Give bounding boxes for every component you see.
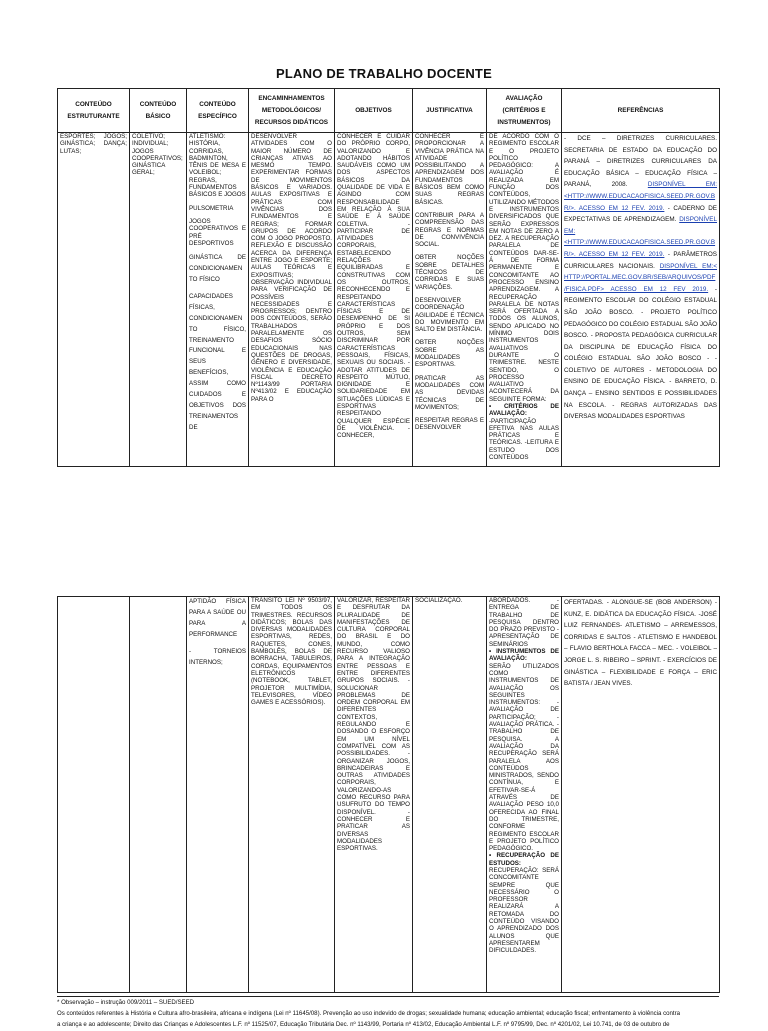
footer-line: a criança e ao adolescente; Direito das Crianças e Adolescentes L.F. nº 11525/07, Educação Tributária Dec. nº 1143/99, Portaria nº 413/02, Educação Ambiental L.F. nº 9795/99, Dec. nº 4201/02, Lei 10.741, de 03 de outubro de (57, 1021, 670, 1029)
plan-table-top (57, 88, 720, 467)
footer-line: * Observação – instrução 009/2011 – SUED/SEED (57, 999, 195, 1006)
list-item: COLETIVO; (132, 133, 166, 140)
header-conteudo-estruturante: CONTEÚDO ESTRUTURANTE (58, 89, 130, 133)
list-item: CAPACIDADES FÍSICAS, CONDICIONAMENTO FÍSICO, TREINAMENTO FUNCIONAL E SEUS BENEFÍCIOS, ASSIM COMO CUIDADOS E OBJETIVOS DOS TREINAMENTOS DE (189, 292, 246, 431)
list-item: RESPEITAR REGRAS E DESENVOLVER (415, 417, 484, 432)
reference-link[interactable]: DISPONÍVEL EM:< HTTP://PORTAL.MEC.GOV.BR/SEB/ARQUIVOS/PDF/FISICA.PDF> ACESSO EM 12 FEV 2019. (564, 262, 717, 293)
reference-text: - PARÂMETROS CURRICULARES NACIONAIS. (564, 250, 718, 270)
cell-justificativa (413, 133, 487, 467)
cell-conteudo-estruturante: ESPORTES; JOGOS; GINÁSTICA; DANÇA; LUTAS; (58, 133, 130, 467)
avaliacao-text: DE ACORDO COM O REGIMENTO ESCOLAR E O PROJETO POLÍTICO PEDAGÓGICO: A AVALIAÇÃO É REALIZADA EM FUNÇÃO DOS CONTEÚDOS, UTILIZANDO MÉTODOS E INSTRUMENTOS DIVERSIFICADOS QUE SERÃO EXPRESSOS EM NOTAS DE ZERO A DEZ. A RECUPERAÇÃO PARALELA DE CONTEÚDOS DAR-SE-Á DE FORMA PERMANENTE E CONCOMITANTE AO PROCESSO ENSINO APRENDIZAGEM. A RECUPERAÇÃO PARALELA DE NOTAS SERÁ OFERTADA A TODOS OS ALUNOS, SENDO APLICADO NO MÍNIMO DOIS INSTRUMENTOS AVALIATIVOS DURANTE O TRIMESTRE. NESTE SENTIDO, O PROCESSO AVALIATIVO ACONTECERÁ DA SEGUINTE FORMA: (489, 133, 559, 403)
list-item: GINÁSTICA GERAL; (132, 162, 166, 177)
cell-encaminhamentos: DESENVOLVER ATIVIDADES COM O MAIOR NÚMERO DE CRIANÇAS ATIVAS AO MESMO TEMPO. EXPERIMENTAR FORMAS DE MOVIMENTOS BÁSICOS E VARIADOS. AULAS EXPOSITIVAS E PRÁTICAS COM VIVÊNCIAS DOS FUNDAMENTOS E REGRAS; FORMAR GRUPOS DE ACORDO COM O JOGO PROPOSTO. REFLEXÃO E DISCUSSÃO ACERCA DA DIFERENÇA ENTRE JOGO E ESPORTE; AULAS TEÓRICAS E EXPOSITIVAS; OBSERVAÇÃO INDIVIDUAL PARA VERIFICAÇÃO DE POSSÍVEIS NECESSIDADES E PROGRESSOS; DENTRO DOS CONTEÚDOS, SERÃO TRABALHADOS PARALELAMENTE OS DESAFIOS SÓCIO EDUCACIONAIS NAS QUESTÕES DE DROGAS, GÊNERO E DIVERSIDADE, VIOLÊNCIA E EDUCAÇÃO FISCAL DECRETO Nº1143/99 PORTARIA Nº413/02 E EDUCAÇÃO PARA O (249, 133, 335, 467)
cell-referencias: OFERTADAS. - ALONGUE-SE (BOB ANDERSON) - KUNZ, E. DIDÁTICA DA EDUCAÇÃO FÍSICA. -JOSÉ LUIZ FERNANDES- ATLETISMO – ARREMESSOS, CORRIDAS E SALTOS - ATLETISMO E HANDEBOL – FLAVIO BERTHOLA FACCA – MEC. - VOLEIBOL – JORGE L. S. RIBEIRO – SPRINT. - EXERCÍCIOS DE GINÁSTICA – FLEXIBILIDADE E FORÇA – ERIC BATISTA / JEAN VIVES. (562, 597, 720, 993)
list-item: PULSOMETRIA (189, 204, 234, 212)
cell-justificativa: SOCIALIZAÇÃO. (413, 597, 487, 993)
cell-avaliacao (487, 597, 562, 993)
cell-conteudo-basico (130, 133, 187, 467)
avaliacao-text: SERÃO UTILIZADOS COMO INSTRUMENTOS DE AVALIAÇÃO OS SEGUINTES INSTRUMENTOS: - AVALIAÇÃO DE PARTICIPAÇÃO; - AVALIAÇÃO PRÁTICA. - TRABALHO DE PESQUISA. A AVALIAÇÃO DA RECUPERAÇÃO SERÁ PARALELA AOS CONTEÚDOS MINISTRADOS, SENDO CONTÍNUA, E EFETIVAR-SE-Á ATRAVÉS DE AVALIAÇÃO PESO 10,0 OFERECIDA AO FINAL DO TRIMESTRE, CONFORME REGIMENTO ESCOLAR E PROJETO POLÍTICO PEDAGÓGICO. (489, 662, 559, 853)
avaliacao-heading: • RECUPERAÇÃO DE ESTUDOS: (489, 852, 559, 867)
reference-link[interactable]: DISPONÍVEL EM: <HTTP://WWW.EDUCACAOFISICA.SEED.PR.GOV.BR/>. ACESSO EM 12 FEV. 2019. (564, 181, 717, 212)
cell-objetivos: VALORIZAR, RESPEITAR E DESFRUTAR DA PLURALIDADE DE MANIFESTAÇÕES DE CULTURA CORPORAL DO BRASIL E DO MUNDO, COMO RECURSO VALIOSO PARA A INTEGRAÇÃO ENTRE PESSOAS E ENTRE DIFERENTES GRUPOS SOCIAIS. - SOLUCIONAR PROBLEMAS DE ORDEM CORPORAL EM DIFERENTES CONTEXTOS, REGULANDO E DOSANDO O ESFORÇO EM UM NÍVEL COMPATÍVEL COM AS POSSIBILIDADES. - ORGANIZAR JOGOS, BRINCADEIRAS E OUTRAS ATIVIDADES CORPORAIS, VALORIZANDO-AS COMO RECURSO PARA USUFRUTO DO TEMPO DISPONÍVEL. - CONHECER E PRATICAR AS DIVERSAS MODALIDADES ESPORTIVAS. (335, 597, 413, 993)
plan-table-bottom (57, 596, 720, 993)
cell-avaliacao (487, 133, 562, 467)
avaliacao-text: RECUPERAÇÃO: SERÁ CONCOMITANTE SEMPRE QUE NECESSÁRIO O PROFESSOR REALIZARÁ A RETOMADA DO CONTEÚDO VISANDO O APRENDIZADO DOS ALUNOS QUE APRESENTAREM DIFICULDADES. (489, 866, 559, 955)
page-title: PLANO DE TRABALHO DOCENTE (276, 66, 492, 81)
reference-text: - CADERNO DE EXPECTATIVAS DE APRENDIZAGEM. (564, 204, 717, 224)
list-item: GINÁSTICA DE CONDICIONAMENTO FÍSICO (189, 254, 246, 283)
table-row (58, 133, 720, 467)
reference-link[interactable]: DISPONÍVEL EM: <HTTP://WWW.EDUCACAOFISICA.SEED.PR.GOV.BR/>. ACESSO EM 12 FEV. 2019. (564, 216, 717, 258)
cell-referencias (562, 133, 720, 467)
header-justificativa: JUSTIFICATIVA (413, 89, 487, 133)
avaliacao-heading: • INSTRUMENTOS DE AVALIAÇÃO: (489, 648, 559, 663)
avaliacao-heading: • CRITÉRIOS DE AVALIAÇÃO: (489, 402, 559, 418)
cell-encaminhamentos: TRÂNSITO LEI Nº 9503/97, EM TODOS OS TRIMESTRES. RECURSOS DIDÁTICOS; BOLAS DAS DIVERSAS MODALIDADES ESPORTIVAS, REDES, RAQUETES, CONES, BAMBOLÊS, BOLAS DE BORRACHA, TABULEIROS, CORDAS, EQUIPAMENTOS ELETRÔNICOS (NOTEBOOK, TABLET, PROJETOR MULTIMÍDIA, TELEVISORES, VÍDEO GAMES E ACESSÓRIOS). (249, 597, 335, 993)
avaliacao-text: -PARTICIPAÇÃO EFETIVA NAS AULAS PRÁTICAS E TEÓRICAS. -LEITURA E ESTUDO DOS CONTEÚDOS (489, 417, 559, 462)
list-item: JOGOS COOPERATIVOS; (132, 147, 183, 162)
header-encaminhamentos: ENCAMINHAMENTOS METODOLÓGICOS/ RECURSOS DIDÁTICOS (249, 89, 335, 133)
list-item: JOGOS COOPERATIVOS E PRÉ DESPORTIVOS (189, 217, 246, 247)
footer-line: Os conteúdos referentes à História e Cultura afro-brasileira, africana e indígena (Lei nº 11645/08). Prevenção ao uso indevido de drogas; sexualidade humana; educação ambiental; educação fiscal; enfrentamento à violência contra (57, 1010, 681, 1018)
cell-conteudo-especifico (187, 597, 249, 993)
list-item: PRATICAR AS MODALIDADES COM AS DEVIDAS TÉCNICAS DE MOVIMENTOS; (415, 374, 484, 411)
header-conteudo-basico: CONTEÚDO BÁSICO (130, 89, 187, 133)
list-item: CONHECER E PROPORCIONAR A VIVÊNCIA PRÁTICA NA ATIVIDADE POSSIBILITANDO A APRENDIZAGEM DOS FUNDAMENTOS BÁSICOS BEM COMO SUAS REGRAS BÁSICAS. (415, 133, 484, 206)
footer-note (57, 996, 719, 1031)
list-item: DESENVOLVER COORDENAÇÃO AGILIDADE E TÉCNICA DO MOVIMENTO EM SALTO EM DISTÂNCIA. (415, 296, 484, 334)
header-referencias: REFERÊNCIAS (562, 89, 720, 133)
reference-text: - DCE – DIRETRIZES CURRICULARES. SECRETARIA DE ESTADO DA EDUCAÇÃO DO PARANÁ – DIRETRIZES CURRICULARES DA EDUCAÇÃO BÁSICA – EDUCAÇÃO FÍSICA – PARANÁ, 2008. (564, 135, 717, 189)
list-item: - TORNEIOS INTERNOS; (189, 647, 246, 666)
list-item: ATLETISMO: HISTÓRIA, CORRIDAS, BADMINTON, TÊNIS DE MESA E VOLEIBOL; REGRAS, FUNDAMENTOS BÁSICOS E JOGOS (189, 133, 246, 199)
header-objetivos: OBJETIVOS (335, 89, 413, 133)
list-item: APTIDÃO FÍSICA PARA A SAÚDE OU PARA A PERFORMANCE (189, 598, 246, 638)
cell-conteudo-especifico (187, 133, 249, 467)
header-avaliacao: AVALIAÇÃO (CRITÉRIOS E INSTRUMENTOS) (487, 89, 562, 133)
header-row (58, 89, 720, 133)
list-item: OBTER NOÇÕES SOBRE AS MODALIDADES ESPORTIVAS. (415, 339, 484, 369)
avaliacao-text: ABORDADOS. -ENTREGA DE TRABALHO DE PESQUISA DENTRO DO PRAZO PREVISTO -APRESENTAÇÃO DE SEMINÁRIOS (489, 597, 559, 648)
table-row (58, 597, 720, 993)
list-item: OBTER NOÇÕES SOBRE DETALHES TÉCNICOS DE CORRIDAS E SUAS VARIAÇÕES. (415, 254, 484, 291)
cell-conteudo-basico (130, 597, 187, 993)
list-item: CONTRIBUIR PARA A COMPREENSÃO DAS REGRAS E NORMAS DE CONVIVÊNCIA SOCIAL. (415, 211, 484, 249)
cell-conteudo-estruturante (58, 597, 130, 993)
list-item: INDIVIDUAL; (132, 140, 169, 148)
cell-objetivos: CONHECER E CUIDAR DO PRÓPRIO CORPO, VALORIZANDO E ADOTANDO HÁBITOS SAUDÁVEIS COMO UM DOS ASPECTOS BÁSICOS DA QUALIDADE DE VIDA E AGINDO COM RESPONSABILIDADE EM RELAÇÃO À SUA SAÚDE E À SAÚDE COLETIVA. - PARTICIPAR DE ATIVIDADES CORPORAIS, ESTABELECENDO RELAÇÕES EQUILIBRADAS E CONSTRUTIVAS COM OS OUTROS, RECONHECENDO E RESPEITANDO CARACTERÍSTICAS FÍSICAS E DE DESEMPENHO DE SI PRÓPRIO E DOS OUTROS, SEM DISCRIMINAR POR CARACTERÍSTICAS PESSOAIS, FÍSICAS, SEXUAIS OU SOCIAIS. - ADOTAR ATITUDES DE RESPEITO MÚTUO, DIGNIDADE E SOLIDARIEDADE EM SITUAÇÕES LÚDICAS E ESPORTIVAS RESPEITANDO QUALQUER ESPÉCIE DE VIOLÊNCIA. - CONHECER, (335, 133, 413, 467)
reference-text: - REGIMENTO ESCOLAR DO COLÉGIO ESTADUAL SÃO JOÃO BOSCO. - PROJETO POLÍTICO PEDAGÓGICO DO COLÉGIO ESTADUAL SÃO JOÃO BOSCO. - PROPOSTA PEDAGÓGICA CURRICULAR DA DISCIPLINA DE EDUCAÇÃO FÍSICA DO COLÉGIO ESTADUAL SÃO JOÃO BOSCO - - COLETIVO DE AUTORES - METODOLOGIA DO ENSINO DE EDUCAÇÃO FÍSICA. - BARRETO, D. DANÇA – ENSINO SENTIDOS E POSSIBILIDADES NA ESCOLA. - REGRAS AUTORIZADAS DAS DIVERSAS MODALIDADES ESPORTIVAS (564, 285, 717, 421)
header-conteudo-especifico: CONTEÚDO ESPECÍFICO (187, 89, 249, 133)
